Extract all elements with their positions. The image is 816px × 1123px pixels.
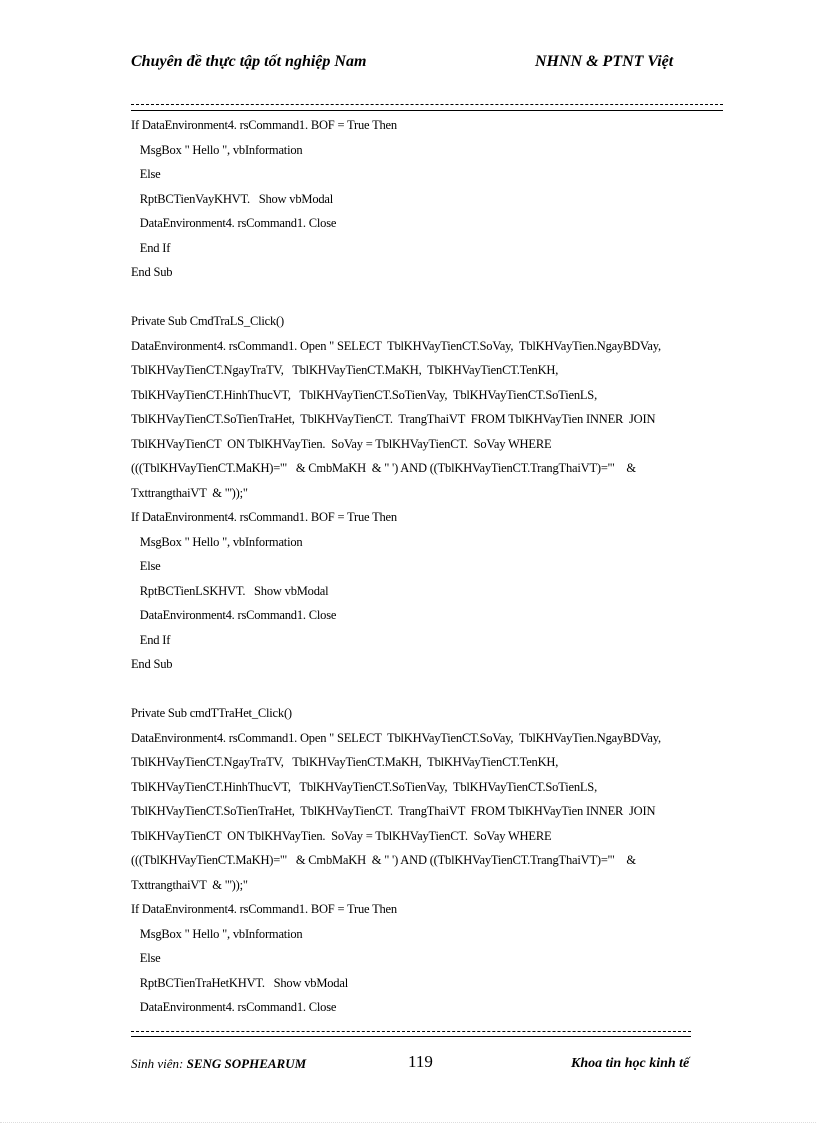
code-line: End If xyxy=(131,240,171,255)
code-line: Else xyxy=(131,559,161,573)
footer-student-label: Sinh viên: xyxy=(131,1056,187,1071)
code-line: TblKHVayTienCT.NgayTraTV, TblKHVayTienCT.MaKH, TblKHVayTienCT.TenKH, xyxy=(131,363,559,377)
footer-divider-dashed xyxy=(131,1031,691,1032)
code-line: RptBCTienTraHetKHVT. Show vbModal xyxy=(131,975,348,990)
code-line: DataEnvironment4. rsCommand1. Open " SELECT TblKHVayTienCT.SoVay, TblKHVayTien.NgayBDVay, xyxy=(131,338,661,353)
code-line: DataEnvironment4. rsCommand1. Open " SELECT TblKHVayTienCT.SoVay, TblKHVayTien.NgayBDVay, xyxy=(131,730,661,745)
code-line: If DataEnvironment4. rsCommand1. BOF = True Then xyxy=(131,510,397,524)
header-title-right: NHNN & PTNT Việt xyxy=(535,53,674,70)
code-line: If DataEnvironment4. rsCommand1. BOF = True Then xyxy=(131,118,397,132)
code-line: TblKHVayTienCT.SoTienTraHet, TblKHVayTienCT. TrangThaiVT FROM TblKHVayTien INNER JOIN xyxy=(131,804,656,818)
code-line: TxttrangthaiVT & "'));" xyxy=(131,485,248,500)
code-line: End Sub xyxy=(131,265,173,279)
code-line: DataEnvironment4. rsCommand1. Close xyxy=(131,608,337,622)
code-line: Else xyxy=(131,951,161,965)
footer-divider-solid xyxy=(131,1036,691,1037)
code-line: If DataEnvironment4. rsCommand1. BOF = True Then xyxy=(131,902,397,916)
code-line: (((TblKHVayTienCT.MaKH)='" & CmbMaKH & " ') AND ((TblKHVayTienCT.TrangThaiVT)='" & xyxy=(131,853,636,867)
code-line: Private Sub CmdTraLS_Click() xyxy=(131,314,284,328)
footer-student xyxy=(131,1056,306,1072)
code-line: TxttrangthaiVT & "'));" xyxy=(131,877,248,892)
code-line: End If xyxy=(131,632,171,647)
code-line: End Sub xyxy=(131,657,173,671)
code-line xyxy=(131,285,731,310)
code-line: (((TblKHVayTienCT.MaKH)='" & CmbMaKH & " ') AND ((TblKHVayTienCT.TrangThaiVT)='" & xyxy=(131,461,636,475)
page-number: 119 xyxy=(408,1052,433,1071)
header-title-left: Chuyên đề thực tập tốt nghiệp Nam xyxy=(131,53,367,70)
code-line: RptBCTienVayKHVT. Show vbModal xyxy=(131,191,334,206)
code-line: DataEnvironment4. rsCommand1. Close xyxy=(131,216,337,230)
code-line: TblKHVayTienCT.SoTienTraHet, TblKHVayTienCT. TrangThaiVT FROM TblKHVayTien INNER JOIN xyxy=(131,412,656,426)
code-listing xyxy=(131,113,731,1020)
code-line: TblKHVayTienCT.NgayTraTV, TblKHVayTienCT.MaKH, TblKHVayTienCT.TenKH, xyxy=(131,755,559,769)
code-line xyxy=(131,677,731,702)
code-line: RptBCTienLSKHVT. Show vbModal xyxy=(131,583,329,598)
header-divider-dashed xyxy=(131,104,723,105)
code-line: TblKHVayTienCT ON TblKHVayTien. SoVay = TblKHVayTienCT. SoVay WHERE xyxy=(131,436,552,451)
footer-student-name: SENG SOPHEARUM xyxy=(186,1056,307,1071)
code-line: Private Sub cmdTTraHet_Click() xyxy=(131,706,292,720)
code-line: DataEnvironment4. rsCommand1. Close xyxy=(131,1000,337,1014)
header-divider-solid xyxy=(131,110,723,111)
code-line: Else xyxy=(131,167,161,181)
code-line: TblKHVayTienCT ON TblKHVayTien. SoVay = TblKHVayTienCT. SoVay WHERE xyxy=(131,828,552,843)
code-line: MsgBox " Hello ", vbInformation xyxy=(131,142,303,157)
code-line: TblKHVayTienCT.HinhThucVT, TblKHVayTienCT.SoTienVay, TblKHVayTienCT.SoTienLS, xyxy=(131,779,597,794)
code-line: MsgBox " Hello ", vbInformation xyxy=(131,926,303,941)
code-line: TblKHVayTienCT.HinhThucVT, TblKHVayTienCT.SoTienVay, TblKHVayTienCT.SoTienLS, xyxy=(131,387,597,402)
code-line: MsgBox " Hello ", vbInformation xyxy=(131,534,303,549)
footer-department: Khoa tin học kinh tế xyxy=(571,1056,690,1071)
